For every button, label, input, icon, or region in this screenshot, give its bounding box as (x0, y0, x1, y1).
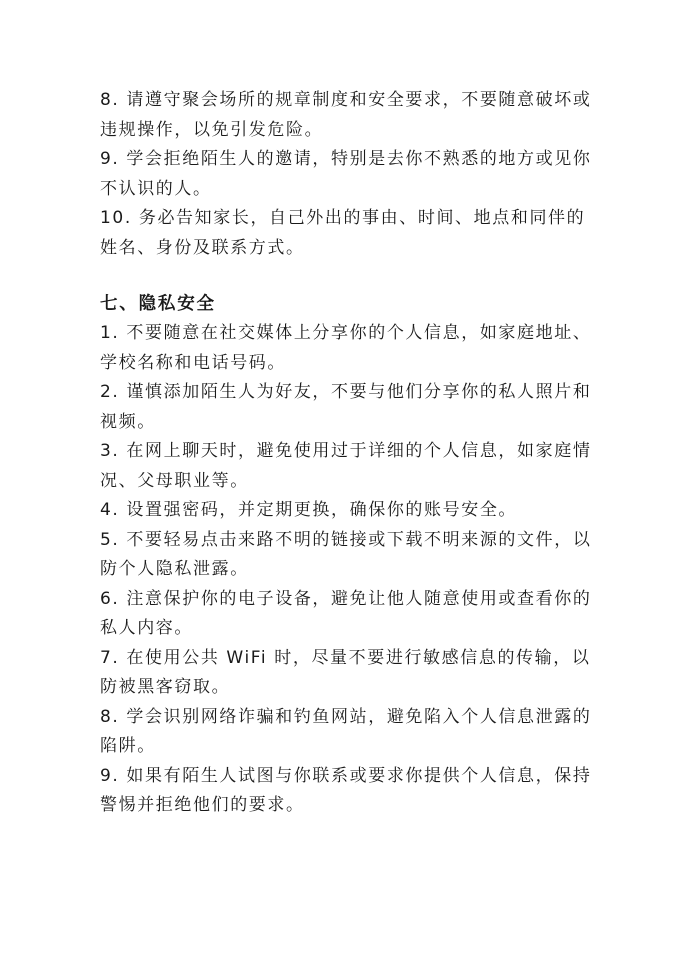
document-body (100, 86, 590, 821)
text-line: 不认识的人。 (100, 178, 212, 199)
text-line: 10. 务必告知家长，自己外出的事由、时间、地点和同伴的 (100, 208, 586, 228)
text-line: 2. 谨慎添加陌生人为好友，不要与他们分享你的私人照片和 (100, 382, 592, 402)
list-item-2 (100, 378, 590, 437)
list-item-prev-10 (100, 204, 590, 263)
text-line: 4. 设置强密码，并定期更换，确保你的账号安全。 (100, 500, 518, 520)
section-spacer (100, 263, 590, 289)
list-item-7 (100, 644, 590, 703)
list-item-3 (100, 437, 590, 496)
text-line: 6. 注意保护你的电子设备，避免让他人随意使用或查看你的 (100, 588, 592, 609)
text-line: 视频。 (100, 411, 156, 432)
text-line: 姓名、身份及联系方式。 (100, 237, 305, 258)
text-line: 学校名称和电话号码。 (100, 352, 286, 373)
section-heading: 七、隐私安全 (100, 294, 216, 314)
text-line: 9. 学会拒绝陌生人的邀请，特别是去你不熟悉的地方或见你 (100, 149, 592, 169)
text-line: 陷阱。 (100, 736, 156, 756)
text-line: 防个人隐私泄露。 (100, 559, 249, 579)
list-item-prev-9 (100, 145, 590, 204)
list-item-5 (100, 526, 590, 585)
list-item-6 (100, 585, 590, 644)
text-line: 8. 学会识别网络诈骗和钓鱼网站，避免陷入个人信息泄露的 (100, 706, 592, 727)
list-item-prev-8 (100, 86, 590, 145)
text-line: 警惕并拒绝他们的要求。 (100, 795, 305, 815)
text-line: 9. 如果有陌生人试图与你联系或要求你提供个人信息，保持 (100, 765, 592, 786)
text-line: 况、父母职业等。 (100, 470, 249, 491)
text-line: 8. 请遵守聚会场所的规章制度和安全要求，不要随意破坏或 (100, 90, 592, 110)
text-line: 违规操作，以免引发危险。 (100, 119, 324, 140)
text-line: 私人内容。 (100, 618, 193, 638)
text-line: 5. 不要轻易点击来路不明的链接或下载不明来源的文件，以 (100, 529, 592, 550)
text-line: 7. 在使用公共 WiFi 时，尽量不要进行敏感信息的传输，以 (100, 647, 591, 668)
text-line: 防被黑客窃取。 (100, 677, 231, 697)
text-line: 1. 不要随意在社交媒体上分享你的个人信息，如家庭地址、 (100, 323, 592, 343)
text-line: 3. 在网上聊天时，避免使用过于详细的个人信息，如家庭情 (100, 441, 592, 461)
list-item-8 (100, 703, 590, 762)
list-item-1 (100, 319, 590, 378)
list-item-4 (100, 496, 590, 526)
list-item-9 (100, 762, 590, 821)
